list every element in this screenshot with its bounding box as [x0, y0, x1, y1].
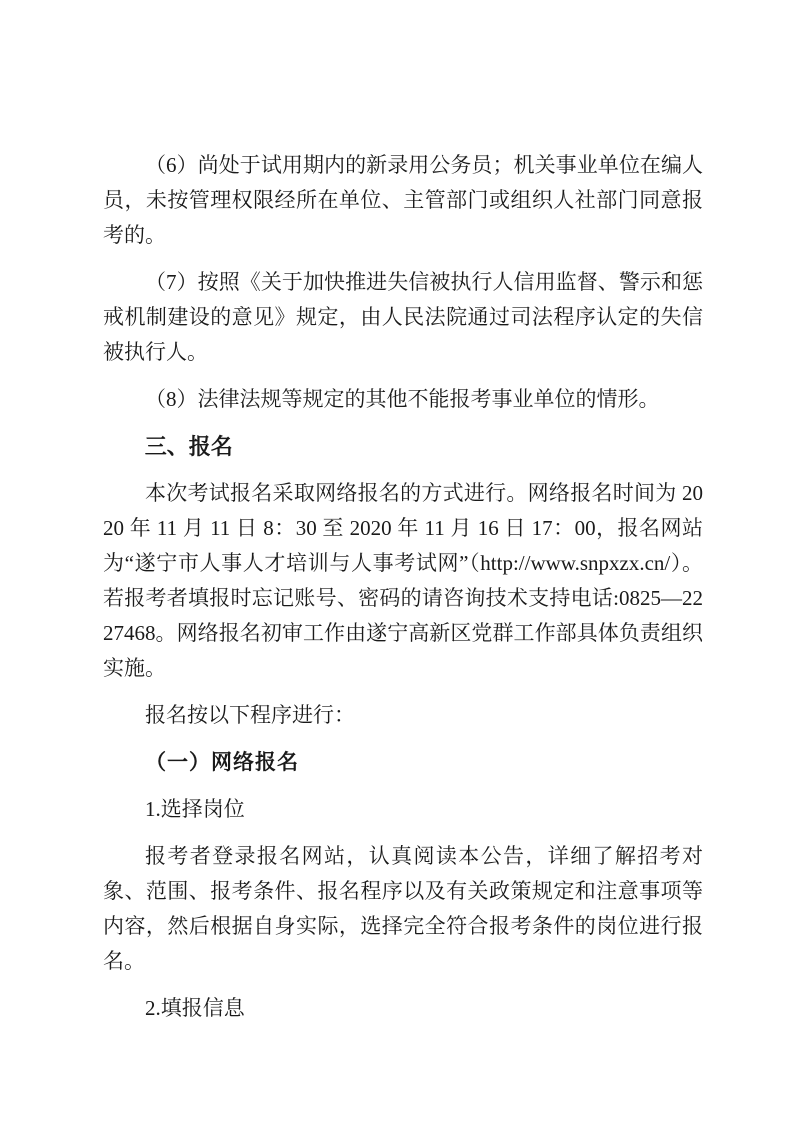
clause-6-paragraph: （6）尚处于试用期内的新录用公务员；机关事业单位在编人员，未按管理权限经所在单位、主管部门或组织人社部门同意报考的。: [103, 153, 703, 247]
step-1-description-paragraph: 报考者登录报名网站，认真阅读本公告，详细了解招考对象、范围、报考条件、报名程序以及有关政策规定和注意事项等内容，然后根据自身实际，选择完全符合报考条件的岗位进行报名。: [103, 844, 703, 973]
clause-7-paragraph: （7）按照《关于加快推进失信被执行人信用监督、警示和惩戒机制建设的意见》规定，由人民法院通过司法程序认定的失信被执行人。: [103, 270, 703, 364]
step-2-fill-information-title: 2.填报信息: [145, 996, 245, 1020]
registration-intro-paragraph: 本次考试报名采取网络报名的方式进行。网络报名时间为 2020 年 11 月 11 日 8：30 至 2020 年 11 月 16 日 17：00，报名网站为“遂宁市人事人才培训与人事考试网”（http://www.snpxzx.cn/）。若报考者填报时忘记账号、密码的请咨询技术支持电话:0825—2227468。网络报名初审工作由遂宁高新区党群工作部具体负责组织实施。: [103, 481, 703, 680]
step-1-choose-position-title: 1.选择岗位: [145, 797, 245, 821]
subsection-heading-online-registration: （一）网络报名: [145, 750, 299, 774]
section-heading-registration: 三、报名: [144, 434, 233, 459]
clause-8-paragraph: （8）法律法规等规定的其他不能报考事业单位的情形。: [145, 387, 660, 411]
procedure-lead-paragraph: 报名按以下程序进行：: [145, 703, 355, 727]
